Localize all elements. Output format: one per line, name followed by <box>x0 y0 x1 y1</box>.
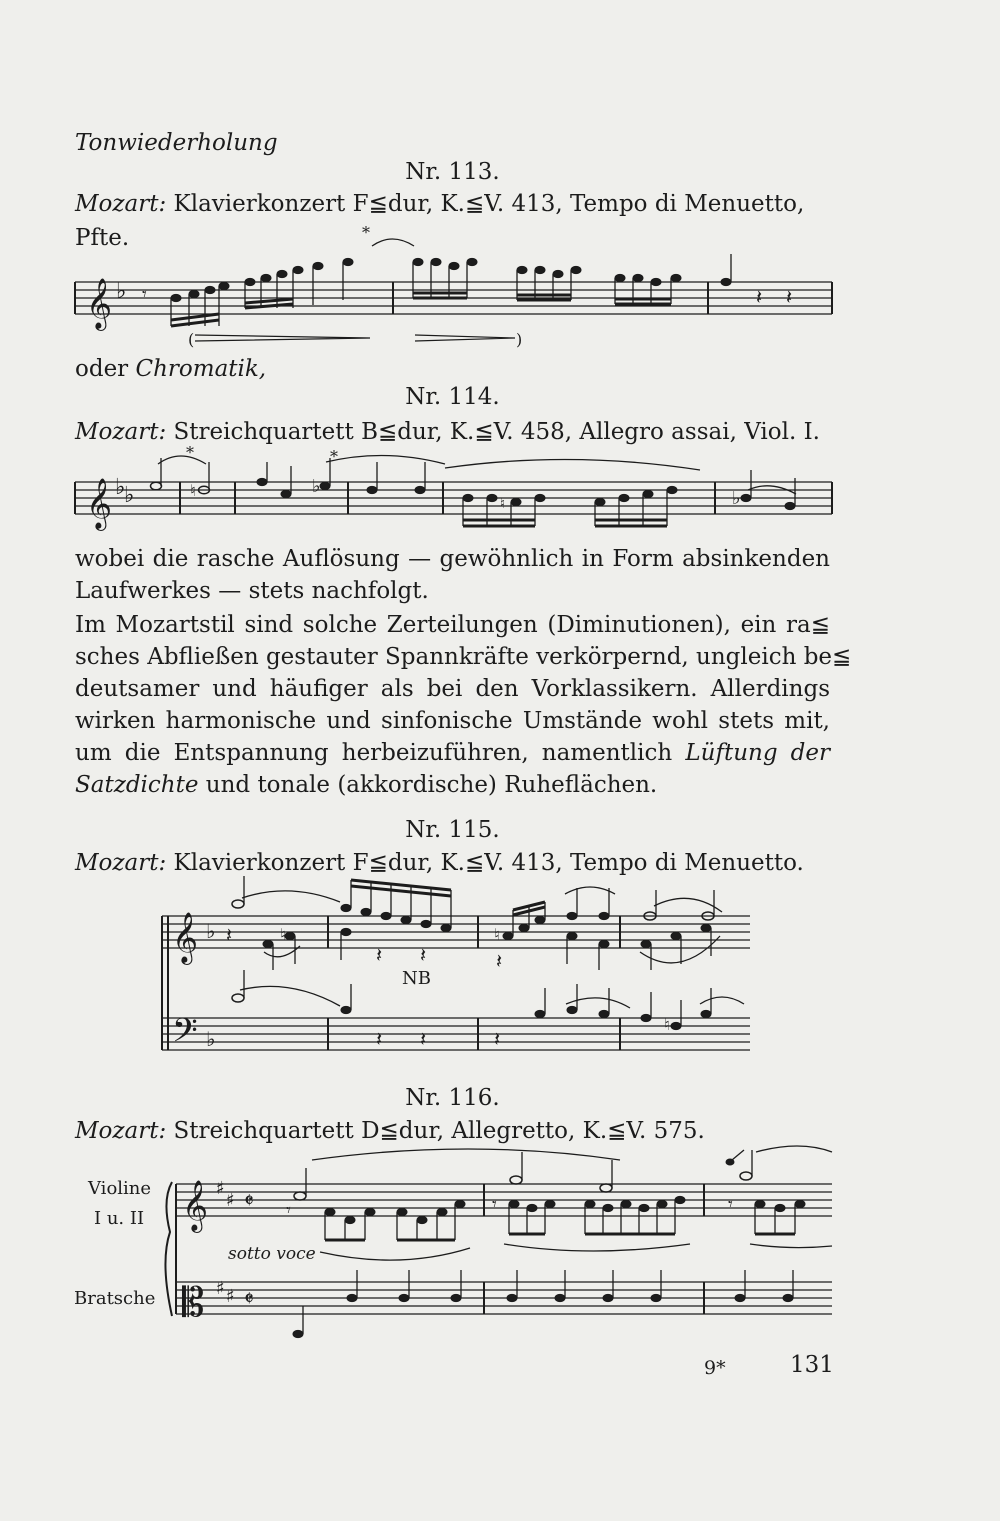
svg-text:𝄡: 𝄡 <box>182 1280 205 1326</box>
signature-mark: 9* <box>704 1357 726 1379</box>
svg-text:𝄵: 𝄵 <box>244 1287 254 1312</box>
paragraph-mozartstil-line: sches Abfließen gestauter Spannkräfte verkörpernd, ungleich be≦ <box>75 644 852 670</box>
paragraph-mozartstil-line: Im Mozartstil sind solche Zerteilungen (Diminutionen), ein ra≦ <box>75 612 830 638</box>
svg-text:♭: ♭ <box>206 1027 216 1051</box>
svg-text:♭: ♭ <box>206 919 216 943</box>
svg-text:𝄽: 𝄽 <box>756 285 763 309</box>
svg-text:♭: ♭ <box>124 483 135 508</box>
svg-text:𝄽: 𝄽 <box>494 1027 501 1051</box>
example-115-annotation: NB <box>402 968 431 989</box>
line6-plain: und tonale (akkordische) Ruheflächen. <box>205 772 658 798</box>
svg-text:♭: ♭ <box>312 476 321 497</box>
staff-label-violin-1: Violine <box>88 1178 152 1199</box>
svg-text:𝄢: 𝄢 <box>172 1012 198 1058</box>
transition-term: Chromatik, <box>135 356 267 382</box>
svg-text:♯: ♯ <box>226 1190 235 1211</box>
svg-text:*: * <box>186 443 194 462</box>
svg-text:♮: ♮ <box>494 925 500 944</box>
svg-text:♯: ♯ <box>216 1278 225 1299</box>
treble-clef-icon: 𝄞 <box>86 278 113 329</box>
svg-text:𝄽: 𝄽 <box>786 285 793 309</box>
svg-text:𝄽: 𝄽 <box>226 923 233 947</box>
line5-italic: Lüftung der <box>685 740 831 766</box>
svg-text:𝄽: 𝄽 <box>420 943 427 967</box>
transition-lead: oder <box>75 356 129 382</box>
svg-text:♮: ♮ <box>500 496 506 512</box>
svg-text:𝄵: 𝄵 <box>244 1189 254 1214</box>
svg-text:♯: ♯ <box>226 1286 235 1307</box>
line5-plain: um die Entspannung herbeizuführen, namentlich <box>75 740 673 766</box>
svg-text:𝄞: 𝄞 <box>86 478 113 529</box>
staff-label-violin-2: I u. II <box>94 1208 145 1229</box>
example-114-work: Streichquartett B≦dur, K.≦V. 458, Allegro assai, Viol. I. <box>173 419 820 445</box>
svg-text:𝄞: 𝄞 <box>182 1180 209 1231</box>
example-114-composer: Mozart: <box>75 419 167 445</box>
expression-marking: sotto voce <box>228 1244 316 1264</box>
svg-text:♯: ♯ <box>216 1178 225 1199</box>
svg-text:𝄾: 𝄾 <box>142 284 147 305</box>
paragraph-mozartstil-line: wirken harmonische und sinfonische Umstände wohl stets mit, <box>75 708 830 734</box>
example-116-work: Streichquartett D≦dur, Allegretto, K.≦V. 575. <box>173 1118 705 1144</box>
svg-text:♭: ♭ <box>732 488 741 509</box>
example-113-composer: Mozart: <box>75 191 167 217</box>
staff-label-viola: Bratsche <box>74 1288 156 1309</box>
section-heading: Tonwiederholung <box>75 130 278 156</box>
page-number: 131 <box>790 1352 834 1378</box>
flat-sign-icon: ♭ <box>116 279 127 304</box>
svg-text:𝄽: 𝄽 <box>420 1027 427 1051</box>
svg-text:𝄽: 𝄽 <box>376 1027 383 1051</box>
brace-icon <box>165 1182 172 1316</box>
example-113-work: Klavierkonzert F≦dur, K.≦V. 413, Tempo di Menuetto, <box>173 191 805 217</box>
example-114-number: Nr. 114. <box>405 384 500 410</box>
svg-text:): ) <box>516 330 523 349</box>
paragraph-resolution-line: Laufwerkes — stets nachfolgt. <box>75 578 429 604</box>
svg-text:𝄾: 𝄾 <box>286 1200 291 1221</box>
paragraph-resolution-line: wobei die rasche Auflösung — gewöhnlich in Form absinkenden <box>75 546 830 572</box>
svg-text:♮: ♮ <box>190 481 196 500</box>
svg-text:♭: ♭ <box>115 475 126 500</box>
svg-text:*: * <box>362 223 370 242</box>
svg-text:♮: ♮ <box>280 925 286 944</box>
svg-text:𝄾: 𝄾 <box>728 1194 733 1215</box>
svg-text:𝄾: 𝄾 <box>492 1194 497 1215</box>
paragraph-mozartstil-line: deutsamer und häufiger als bei den Vorklassikern. Allerdings <box>75 676 830 702</box>
example-115-composer: Mozart: <box>75 850 167 876</box>
example-115-work: Klavierkonzert F≦dur, K.≦V. 413, Tempo di Menuetto. <box>173 850 804 876</box>
example-113-number: Nr. 113. <box>405 159 500 185</box>
example-115-number: Nr. 115. <box>405 817 500 843</box>
example-116-number: Nr. 116. <box>405 1085 500 1111</box>
line6-italic: Satzdichte <box>75 772 199 798</box>
example-113-instrument: Pfte. <box>75 225 130 251</box>
svg-text:𝄞: 𝄞 <box>172 912 199 963</box>
svg-text:*: * <box>330 447 338 466</box>
svg-text:(: ( <box>188 330 195 349</box>
example-116-composer: Mozart: <box>75 1118 167 1144</box>
svg-text:𝄽: 𝄽 <box>376 943 383 967</box>
svg-text:𝄽: 𝄽 <box>496 949 503 973</box>
svg-text:♮: ♮ <box>664 1015 670 1034</box>
